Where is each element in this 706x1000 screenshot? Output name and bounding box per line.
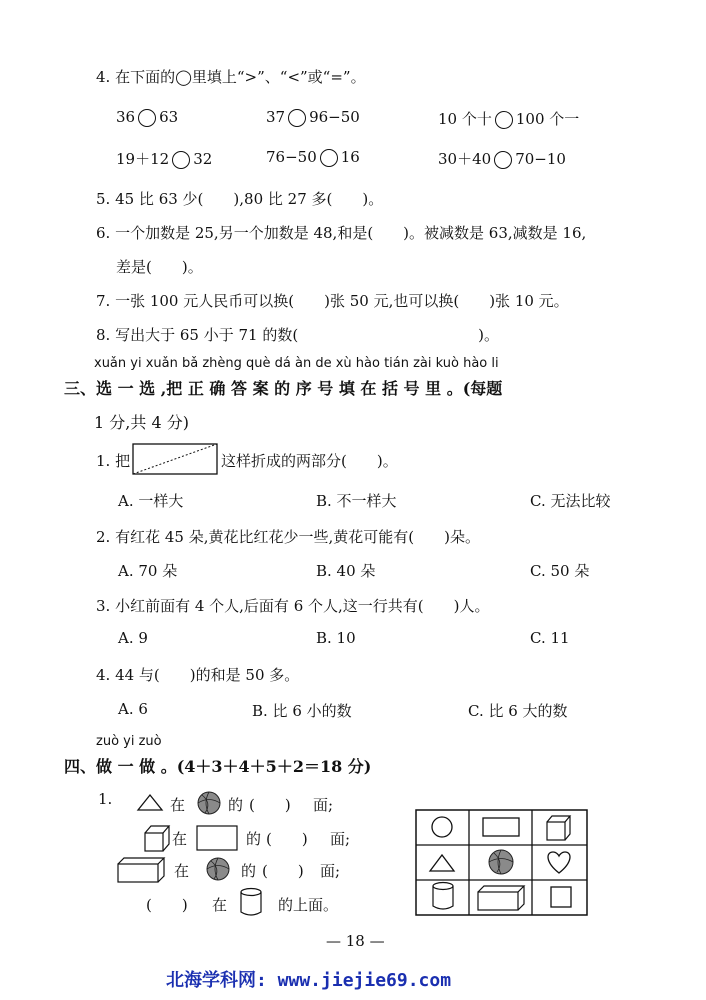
section4-heading: 四、做 一 做 。(4＋3＋4＋5＋2＝18 分) [64,757,372,776]
triangle-icon [430,855,454,871]
s3-q3-option-c[interactable]: C. 11 [530,629,570,647]
q8: 8. 写出大于 65 小于 71 的数( )。 [96,326,500,344]
s3-q2: 2. 有红花 45 朵,黄花比红花少一些,黄花可能有( )朵。 [96,528,480,546]
q4-item: 76−50 16 [266,148,360,166]
s4-row1-de: 的 [228,796,244,814]
q4-title: 4. 在下面的◯里填上“>”、“<”或“=”。 [96,68,366,86]
s3-q2-option-a[interactable]: A. 70 朵 [118,562,178,580]
s3-q3-option-a[interactable]: A. 9 [118,629,148,647]
s4-row3-blank[interactable]: ( ) [262,862,304,880]
cube-icon [547,816,570,840]
q7: 7. 一张 100 元人民币可以换( )张 50 元,也可以换( )张 10 元。 [96,292,569,310]
s4-q1-number: 1. [98,790,113,808]
s3-q4-option-b[interactable]: B. 比 6 小的数 [252,702,352,720]
q6-line2: 差是( )。 [116,258,203,276]
s3-q2-option-c[interactable]: C. 50 朵 [530,562,590,580]
s4-row3-de: 的 [241,862,257,880]
cylinder-icon [433,883,453,910]
s3-q1-option-c[interactable]: C. 无法比较 [530,492,611,510]
footer-site: 北海学科网: www.jiejie69.com [166,970,452,991]
s4-row3-mian: 面; [320,862,341,880]
s4-row2-de: 的 [246,830,262,848]
s3-q1-prefix: 1. 把 [96,452,131,470]
s3-q1-option-a[interactable]: A. 一样大 [118,492,184,510]
s4-row1-zai: 在 [170,796,186,814]
q4-item: 30＋40 70−10 [438,150,566,168]
s4-row2-mian: 面; [330,830,351,848]
section3-heading: 三、选 一 选 ,把 正 确 答 案 的 序 号 填 在 括 号 里 。(每题 [64,379,503,398]
q4-item: 19＋12 32 [116,150,213,168]
s4-row4-blank[interactable]: ( ) [146,896,188,914]
basketball-icon [198,792,220,814]
q6-line1: 6. 一个加数是 25,另一个加数是 48,和是( )。被减数是 63,减数是 16, [96,224,587,242]
q4-item: 10 个十 100 个一 [438,110,580,128]
s4-row4-last: 的上面。 [278,896,339,914]
s4-row3-zai: 在 [174,862,190,880]
section3-pinyin: xuǎn yi xuǎn bǎ zhèng què dá àn de xù hào tián zài kuò hào li [94,356,499,371]
cuboid-icon [478,886,524,910]
s4-row1-mian: 面; [313,796,334,814]
s3-q1-suffix: 这样折成的两部分( )。 [221,452,398,470]
s4-row2-blank[interactable]: ( ) [266,830,308,848]
q4-item: 36 63 [116,108,179,126]
circle-icon [432,817,452,837]
heart-icon [548,852,570,873]
square-icon [551,887,571,907]
basketball-icon [207,858,229,880]
s3-q4-option-c[interactable]: C. 比 6 大的数 [468,702,568,720]
cuboid-icon [118,858,164,882]
cube-icon [145,826,169,851]
page-number: — 18 — [326,932,385,950]
triangle-icon [138,795,162,810]
s3-q1-option-b[interactable]: B. 不一样大 [316,492,397,510]
section4-pinyin: zuò yi zuò [96,734,162,749]
s3-q2-option-b[interactable]: B. 40 朵 [316,562,376,580]
cylinder-icon [241,889,261,916]
s4-row2-zai: 在 [172,830,188,848]
q4-item: 37 96−50 [266,108,360,126]
s4-row1-blank[interactable]: ( ) [249,796,291,814]
rectangle-icon [197,826,237,850]
s3-q3-option-b[interactable]: B. 10 [316,629,356,647]
rectangle-icon [483,818,519,836]
q5: 5. 45 比 63 少( ),80 比 27 多( )。 [96,190,384,208]
basketball-icon [489,850,513,874]
s3-q3: 3. 小红前面有 4 个人,后面有 6 个人,这一行共有( )人。 [96,597,490,615]
s4-row4-zai: 在 [212,896,228,914]
section3-heading-2: 1 分,共 4 分) [94,413,189,432]
s3-q4: 4. 44 与( )的和是 50 多。 [96,666,300,684]
s3-q4-option-a[interactable]: A. 6 [118,700,148,718]
